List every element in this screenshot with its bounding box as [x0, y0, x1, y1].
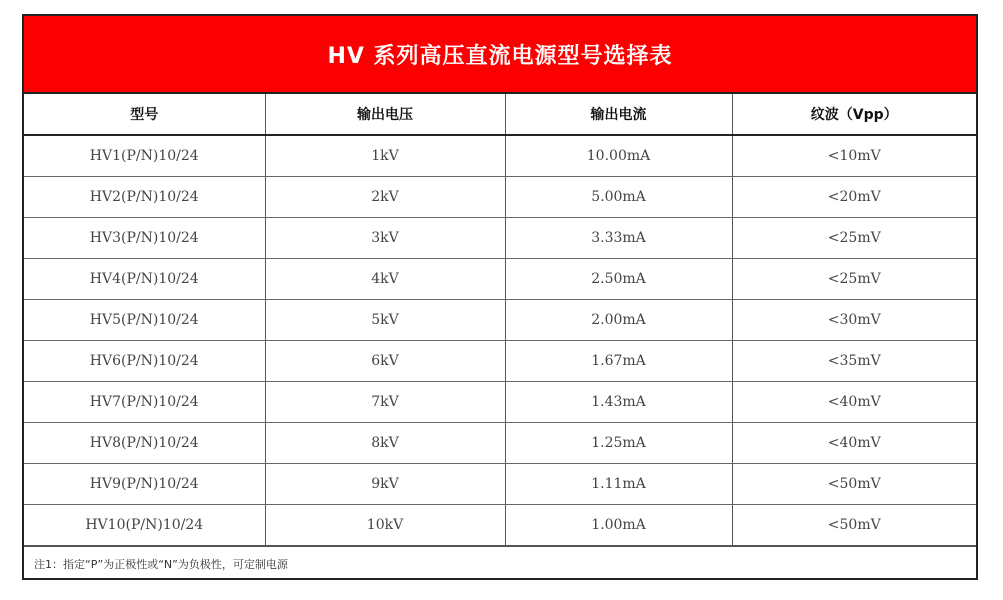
cell-output-voltage: 1kV	[265, 135, 505, 177]
cell-output-current: 1.25mA	[505, 423, 732, 464]
column-header-ripple: 纹波（Vpp）	[732, 94, 976, 135]
table-row	[24, 382, 976, 423]
cell-ripple: <35mV	[732, 341, 976, 382]
table-row	[24, 135, 976, 177]
cell-output-current: 1.43mA	[505, 382, 732, 423]
cell-model: HV4(P/N)10/24	[24, 259, 265, 300]
table-row	[24, 505, 976, 546]
cell-output-current: 1.00mA	[505, 505, 732, 546]
cell-output-current: 3.33mA	[505, 218, 732, 259]
cell-model: HV8(P/N)10/24	[24, 423, 265, 464]
title-bar	[24, 16, 976, 94]
page-title: HV 系列高压直流电源型号选择表	[327, 43, 673, 69]
table-row	[24, 218, 976, 259]
table-row	[24, 464, 976, 505]
cell-model: HV6(P/N)10/24	[24, 341, 265, 382]
cell-ripple: <10mV	[732, 135, 976, 177]
cell-output-current: 1.11mA	[505, 464, 732, 505]
column-header-output-voltage: 输出电压	[265, 94, 505, 135]
table-header-row	[24, 94, 976, 135]
cell-ripple: <50mV	[732, 505, 976, 546]
table-body	[24, 135, 976, 546]
cell-ripple: <40mV	[732, 382, 976, 423]
cell-ripple: <25mV	[732, 259, 976, 300]
footnote: 注1：指定“P”为正极性或“N”为负极性，可定制电源	[24, 546, 976, 580]
cell-output-current: 1.67mA	[505, 341, 732, 382]
cell-model: HV2(P/N)10/24	[24, 177, 265, 218]
cell-ripple: <40mV	[732, 423, 976, 464]
cell-ripple: <20mV	[732, 177, 976, 218]
table-row	[24, 300, 976, 341]
cell-model: HV3(P/N)10/24	[24, 218, 265, 259]
cell-output-voltage: 9kV	[265, 464, 505, 505]
cell-output-current: 2.00mA	[505, 300, 732, 341]
cell-output-voltage: 10kV	[265, 505, 505, 546]
cell-model: HV9(P/N)10/24	[24, 464, 265, 505]
cell-ripple: <50mV	[732, 464, 976, 505]
cell-ripple: <25mV	[732, 218, 976, 259]
model-table	[24, 94, 976, 546]
table-row	[24, 341, 976, 382]
cell-output-voltage: 3kV	[265, 218, 505, 259]
table-row	[24, 423, 976, 464]
cell-output-voltage: 7kV	[265, 382, 505, 423]
cell-output-voltage: 4kV	[265, 259, 505, 300]
cell-model: HV7(P/N)10/24	[24, 382, 265, 423]
table-row	[24, 259, 976, 300]
column-header-model: 型号	[24, 94, 265, 135]
column-header-output-current: 输出电流	[505, 94, 732, 135]
cell-model: HV5(P/N)10/24	[24, 300, 265, 341]
cell-model: HV10(P/N)10/24	[24, 505, 265, 546]
table-row	[24, 177, 976, 218]
cell-output-voltage: 6kV	[265, 341, 505, 382]
model-selection-sheet	[22, 14, 978, 580]
cell-output-current: 2.50mA	[505, 259, 732, 300]
cell-ripple: <30mV	[732, 300, 976, 341]
cell-output-voltage: 8kV	[265, 423, 505, 464]
cell-output-voltage: 2kV	[265, 177, 505, 218]
cell-output-current: 5.00mA	[505, 177, 732, 218]
cell-output-voltage: 5kV	[265, 300, 505, 341]
cell-output-current: 10.00mA	[505, 135, 732, 177]
cell-model: HV1(P/N)10/24	[24, 135, 265, 177]
